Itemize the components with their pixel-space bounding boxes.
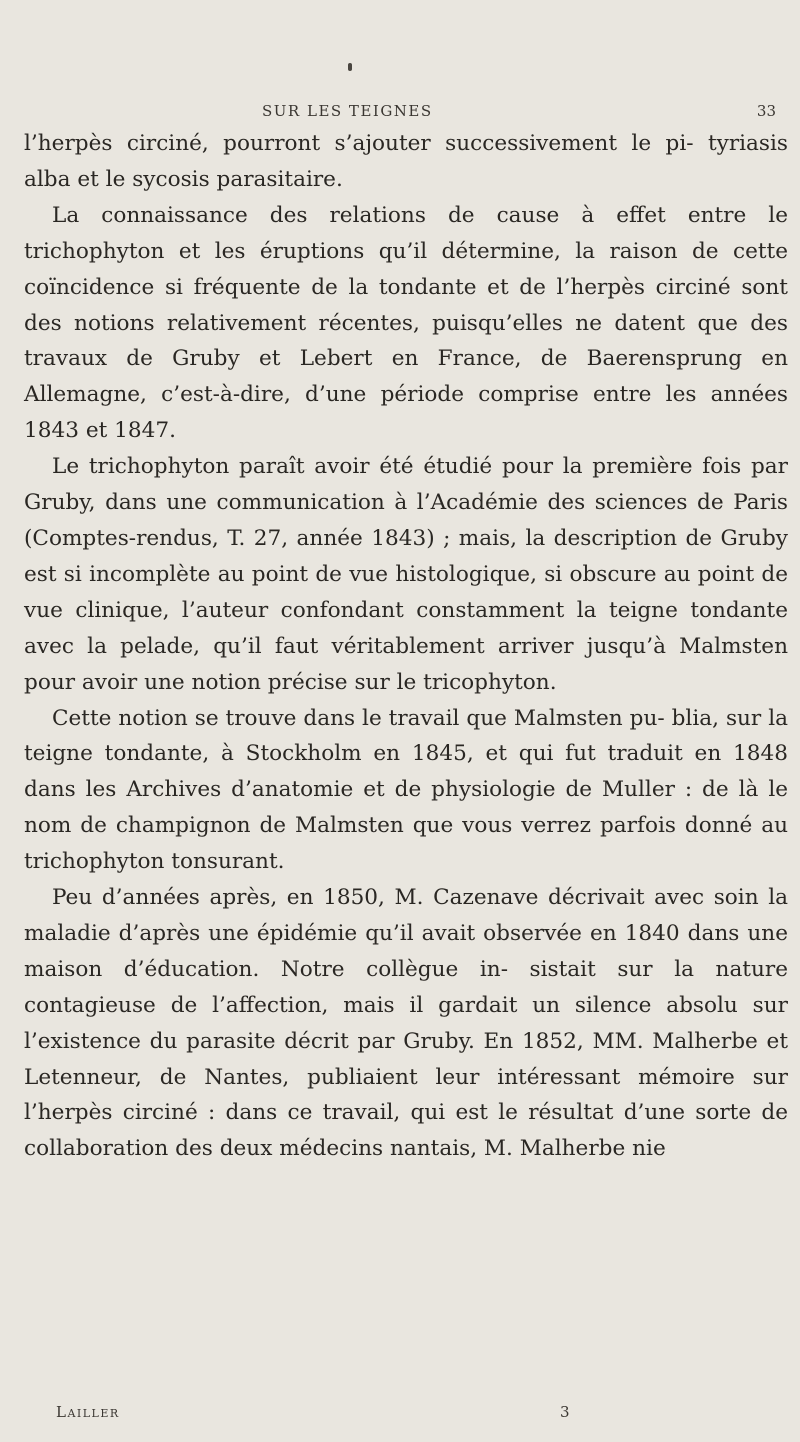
paragraph: Peu d’années après, en 1850, M. Cazenave décrivait avec soin la maladie d’après une épidémie qu’il avait observée en 1840 dans une maison d’éducation. Notre collègue in- sistait sur la nature contagieuse de l’affection, mais il gardait un silence absolu sur l’existence du parasite décrit par Gruby. En 1852, MM. Malherbe et Letenneur, de Nantes, publiaient leur intéressant mémoire sur l’herpès circiné : dans ce travail, qui est le résultat d’une sorte de collaboration des deux médecins nantais, M. Malherbe nie <box>24 885 788 1162</box>
paragraph-continuation: l’herpès circiné, pourront s’ajouter successivement le pi- tyriasis alba et le sycosis parasitaire. <box>24 131 788 192</box>
page-header <box>0 102 800 126</box>
signature-number: 3 <box>560 1403 570 1421</box>
page-footer <box>0 1403 800 1427</box>
body-text <box>24 126 788 1167</box>
ink-speck <box>348 63 352 71</box>
paragraph: Le trichophyton paraît avoir été étudié pour la première fois par Gruby, dans une communication à l’Académie des sciences de Paris (Comptes-rendus, T. 27, année 1843) ; mais, la description de Gruby est si incomplète au point de vue histologique, si obscure au point de vue clinique, l’auteur confondant constamment la teigne tondante avec la pelade, qu’il faut véritablement arriver jusqu’à Malmsten pour avoir une notion précise sur le tricophyton. <box>24 454 788 695</box>
page-number: 33 <box>756 102 776 120</box>
paragraph: Cette notion se trouve dans le travail que Malmsten pu- blia, sur la teigne tondante, à Stockholm en 1845, et qui fut traduit en 1848 dans les Archives d’anatomie et de physiologie de Muller : de là le nom de champignon de Malmsten que vous verrez parfois donné au trichophyton tonsurant. <box>24 705 788 875</box>
running-title: SUR LES TEIGNES <box>262 102 433 120</box>
signature-author: Lailler <box>56 1403 120 1421</box>
paragraph: La connaissance des relations de cause à effet entre le trichophyton et les éruptions qu’il détermine, la raison de cette coïncidence si fréquente de la tondante et de l’herpès circiné sont des notions relativement récentes, puisqu’elles ne datent que des travaux de Gruby et Lebert en France, de Baerensprung en Allemagne, c’est-à-dire, d’une période comprise entre les années 1843 et 1847. <box>24 202 788 444</box>
